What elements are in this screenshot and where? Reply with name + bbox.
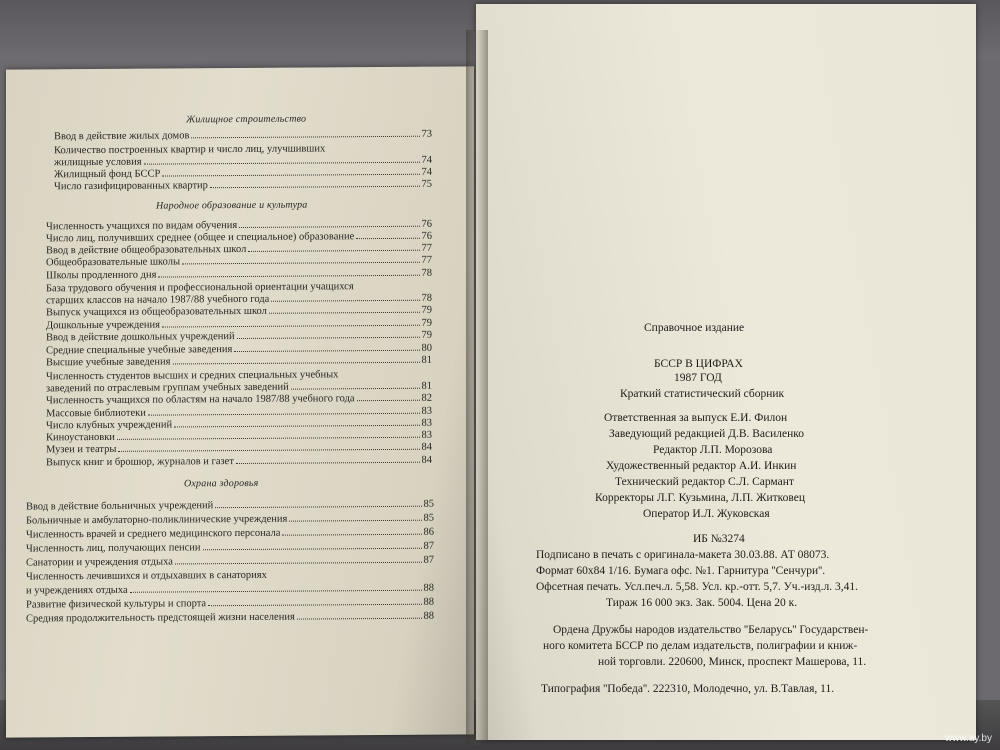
toc-entry: Численность учащихся по видам обучения 76: [46, 218, 432, 233]
toc-entry: База трудового обучения и профессиональной ориентации учащихся: [46, 281, 354, 295]
book-title: БССР В ЦИФРАХ: [654, 358, 743, 370]
right-page-imprint: [476, 4, 976, 740]
ib-number: ИБ №3274: [693, 533, 745, 545]
edition-type: Справочное издание: [644, 322, 745, 334]
book-gutter: [466, 30, 488, 745]
section-title-health: Охрана здоровья: [184, 477, 259, 490]
print-info-line: Тираж 16 000 экз. Зак. 5004. Цена 20 к.: [606, 597, 798, 609]
toc-entry: Численность врачей и среднего медицинского персонала 86: [26, 526, 434, 541]
book-year: 1987 ГОД: [674, 372, 722, 384]
toc-entry: Количество построенных квартир и число лиц, улучшивших: [54, 143, 326, 157]
print-info-line: Формат 60х84 1/16. Бумага офс. №1. Гарнитура ''Сенчури''.: [536, 565, 826, 577]
toc-entry: Ввод в действие больничных учреждений 85: [26, 498, 434, 513]
credits-line: Технический редактор С.Л. Сармант: [615, 476, 794, 488]
credits-line: Художественный редактор А.И. Инкин: [606, 460, 797, 472]
printing-house-line: Типография ''Победа''. 222310, Молодечно, ул. В.Тавлая, 11.: [541, 683, 835, 695]
toc-entry: Средняя продолжительность предстоящей жизни населения 88: [26, 610, 434, 625]
toc-entry: Средние специальные учебные заведения 80: [46, 342, 432, 357]
watermark: www.ay.by: [944, 733, 992, 744]
toc-entry: Санатории и учреждения отдыха 87: [26, 554, 434, 569]
toc-entry: Школы продленного дня 78: [46, 267, 432, 282]
toc-entry: жилищные условия 74: [54, 154, 432, 169]
credits-line: Оператор И.Л. Жуковская: [643, 508, 770, 520]
toc-entry: Высшие учебные заведения 81: [46, 354, 432, 369]
toc-entry: Ввод в действие жилых домов 73: [54, 128, 432, 143]
section-title-education: Народное образование и культура: [156, 199, 308, 212]
toc-entry: Жилищный фонд БССР 74: [54, 166, 432, 181]
toc-entry: Выпуск книг и брошюр, журналов и газет 84: [46, 454, 432, 469]
toc-entry: Выпуск учащихся из общеобразовательных школ 79: [46, 304, 432, 319]
toc-entry: Дошкольные учреждения 79: [46, 317, 432, 332]
toc-entry: Ввод в действие дошкольных учреждений 79: [46, 329, 432, 344]
publisher-line: ного комитета БССР по делам издательств, полиграфии и книж-: [543, 640, 858, 652]
credits-line: Корректоры Л.Г. Кузьмина, Л.П. Житковец: [595, 492, 806, 504]
toc-entry: Число клубных учреждений 83: [46, 417, 432, 432]
publisher-line: ной торговли. 220600, Минск, проспект Машерова, 11.: [598, 656, 867, 668]
credits-line: Редактор Л.П. Морозова: [653, 444, 773, 456]
left-page-contents: [6, 66, 474, 737]
toc-entry: Число лиц, получивших среднее (общее и специальное) образование 76: [46, 230, 432, 245]
toc-entry: старших классов на начало 1987/88 учебного года 78: [46, 292, 432, 307]
print-info-line: Подписано в печать с оригинала-макета 30.03.88. АТ 08073.: [536, 549, 830, 561]
credits-line: Заведующий редакцией Д.В. Василенко: [609, 428, 805, 440]
toc-entry: и учреждениях отдыха 88: [26, 582, 434, 597]
toc-entry: Киноустановки 83: [46, 429, 432, 444]
print-info-line: Офсетная печать. Усл.печ.л. 5,58. Усл. кр.-отт. 5,7. Уч.-изд.л. 3,41.: [536, 581, 858, 593]
credits-line: Ответственная за выпуск Е.И. Филон: [604, 412, 788, 424]
toc-entry: Ввод в действие общеобразовательных школ 77: [46, 242, 432, 257]
toc-entry: Численность учащихся по областям на начало 1987/88 учебного года 82: [46, 392, 432, 407]
toc-entry: Численность лечившихся и отдыхавших в санаториях: [26, 569, 267, 583]
toc-entry: Развитие физической культуры и спорта 88: [26, 596, 434, 611]
toc-entry: заведений по отраслевым группам учебных заведений 81: [46, 380, 432, 395]
toc-entry: Общеобразовательные школы 77: [46, 254, 432, 269]
toc-entry: Численность лиц, получающих пенсии 87: [26, 540, 434, 555]
publisher-line: Ордена Дружбы народов издательство ''Беларусь'' Государствен-: [553, 624, 869, 636]
toc-entry: Больничные и амбулаторно-поликлинические учреждения 85: [26, 512, 434, 527]
book-subtitle: Краткий статистический сборник: [620, 388, 785, 400]
section-title-housing: Жилищное строительство: [186, 113, 307, 126]
toc-entry: Численность студентов высших и средних специальных учебных: [46, 369, 339, 383]
toc-entry: Число газифицированных квартир 75: [54, 178, 432, 193]
toc-entry: Массовые библиотеки 83: [46, 405, 432, 420]
toc-entry: Музеи и театры 84: [46, 441, 432, 456]
